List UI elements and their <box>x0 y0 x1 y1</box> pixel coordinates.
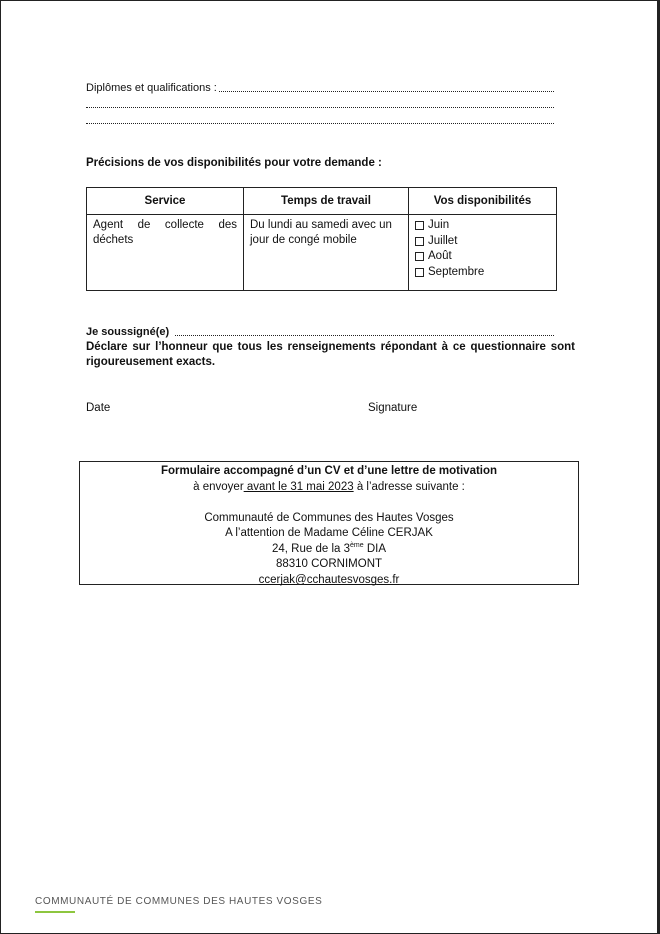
diplomes-extra-line-1[interactable] <box>86 97 554 111</box>
checkbox-septembre[interactable] <box>415 268 424 277</box>
option-label: Septembre <box>428 265 485 278</box>
soussigne-fill-line <box>175 325 554 336</box>
date-label: Date <box>86 402 111 414</box>
declaration-text: Déclare sur l’honneur que tous les renseignements répondant à ce questionnaire sont rigoureusement exacts. <box>86 341 575 368</box>
header-disponibilites: Vos disponibilités <box>409 188 557 215</box>
option-aout[interactable] <box>415 249 550 265</box>
envoi-street <box>80 542 578 558</box>
diplomes-fill-line <box>219 81 554 92</box>
footer-org: COMMUNAUTÉ DE COMMUNES DES HAUTES VOSGES <box>35 896 323 907</box>
cell-service: Agent de collecte des déchets <box>87 215 244 291</box>
envoi-deadline-line <box>80 480 578 496</box>
envoi-title: Formulaire accompagné d’un CV et d’une lettre de motivation <box>160 465 498 477</box>
signature-label: Signature <box>368 402 418 414</box>
soussigne-label: Je soussigné(e) <box>86 326 170 338</box>
option-juillet[interactable] <box>415 234 550 250</box>
envoi-box <box>79 461 579 585</box>
diplomes-extra-line-2[interactable] <box>86 113 554 127</box>
envoi-street-pre: 24, Rue de la 3 <box>271 542 350 555</box>
checkbox-aout[interactable] <box>415 252 424 261</box>
option-label: Août <box>428 250 452 262</box>
envoi-org: Communauté de Communes des Hautes Vosges <box>204 511 454 524</box>
footer-accent-bar <box>35 911 75 913</box>
envoi-email-link[interactable]: ccerjak@cchautesvosges.fr <box>258 573 400 586</box>
envoi-deadline: avant le 31 mai 2023 <box>243 480 354 493</box>
page-right-edge <box>657 1 659 933</box>
soussigne-field[interactable] <box>86 325 554 339</box>
diplomes-label: Diplômes et qualifications : <box>86 82 217 94</box>
option-label: Juin <box>428 219 450 231</box>
header-temps: Temps de travail <box>244 188 409 215</box>
envoi-deadline-post: à l’adresse suivante : <box>353 480 465 493</box>
table-header-row <box>87 188 557 215</box>
envoi-street-sup: ème <box>350 541 364 549</box>
option-septembre[interactable] <box>415 265 550 281</box>
diplomes-field[interactable] <box>86 81 554 95</box>
checkbox-juillet[interactable] <box>415 237 424 246</box>
envoi-street-post: DIA <box>363 542 386 555</box>
checkbox-juin[interactable] <box>415 221 424 230</box>
table-row <box>87 215 557 291</box>
envoi-attention: A l’attention de Madame Céline CERJAK <box>225 527 433 539</box>
option-label: Juillet <box>428 234 458 247</box>
header-service: Service <box>87 188 244 215</box>
cell-temps: Du lundi au samedi avec un jour de congé mobile <box>244 215 409 291</box>
option-juin[interactable] <box>415 218 550 234</box>
precisions-heading: Précisions de vos disponibilités pour votre demande : <box>86 157 382 169</box>
disponibilites-table <box>86 187 557 291</box>
envoi-city: 88310 CORNIMONT <box>275 558 383 570</box>
cell-disponibilites <box>409 215 557 291</box>
envoi-deadline-pre: à envoyer <box>193 480 244 493</box>
